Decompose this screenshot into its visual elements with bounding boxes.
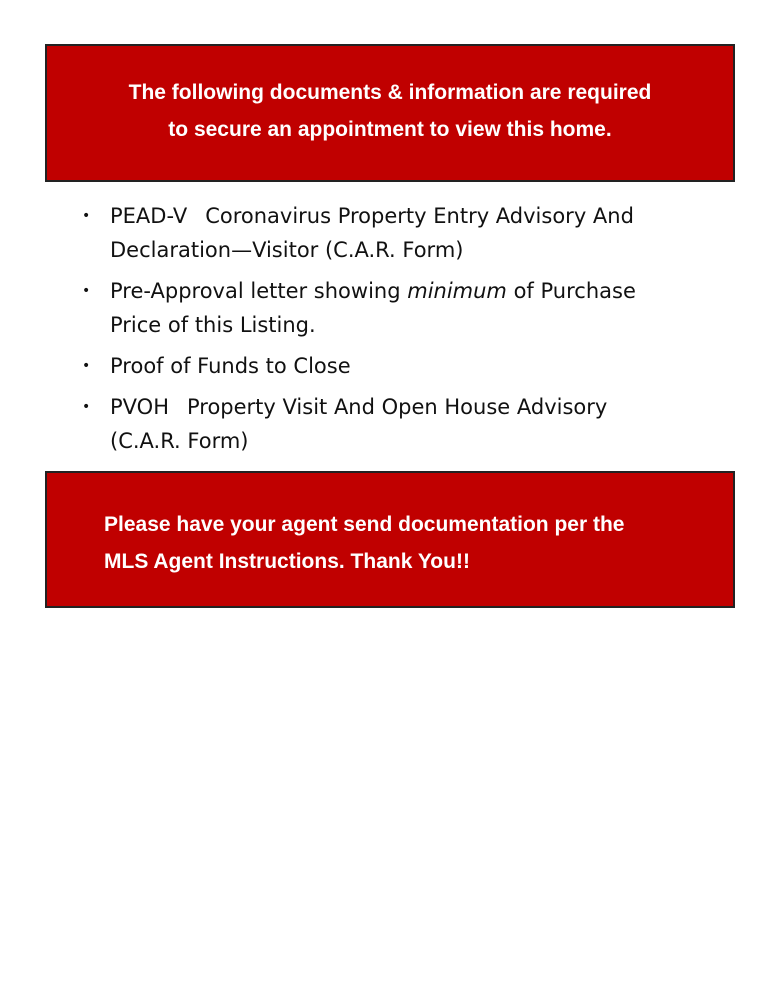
pre-approval-line-2: Price of this Listing. — [110, 313, 316, 337]
pre-approval-emphasis: minimum — [407, 279, 507, 303]
required-documents-list — [82, 199, 702, 465]
footer-banner-line-2: MLS Agent Instructions. Thank You!! — [104, 550, 470, 573]
list-item-pre-approval — [82, 274, 702, 342]
pre-approval-text-start: Pre-Approval letter showing — [110, 279, 408, 303]
form-code-pead-v: PEAD-V — [110, 204, 188, 228]
bullet-icon: • — [82, 358, 91, 374]
pre-approval-text-end: of Purchase — [506, 279, 636, 303]
bullet-icon: • — [82, 208, 91, 224]
bullet-icon: • — [82, 399, 91, 415]
header-banner — [45, 44, 735, 182]
header-banner-line-1: The following documents & information are required — [128, 81, 652, 104]
form-title-pvoh-line-2: (C.A.R. Form) — [110, 429, 249, 453]
bullet-icon: • — [82, 283, 91, 299]
form-title-pead-v-line-2: Declaration—Visitor (C.A.R. Form) — [110, 238, 464, 262]
proof-of-funds-text: Proof of Funds to Close — [110, 354, 351, 378]
form-code-pvoh: PVOH — [110, 395, 169, 419]
footer-banner-line-1: Please have your agent send documentation per the — [104, 513, 625, 536]
form-title-pead-v: Coronavirus Property Entry Advisory And — [205, 204, 634, 228]
list-item-pead-v — [82, 199, 702, 267]
footer-banner — [45, 471, 735, 608]
form-title-pvoh: Property Visit And Open House Advisory — [186, 395, 608, 419]
list-item-proof-of-funds — [82, 349, 702, 383]
header-banner-line-2: to secure an appointment to view this home. — [168, 118, 612, 141]
list-item-pvoh — [82, 390, 702, 458]
